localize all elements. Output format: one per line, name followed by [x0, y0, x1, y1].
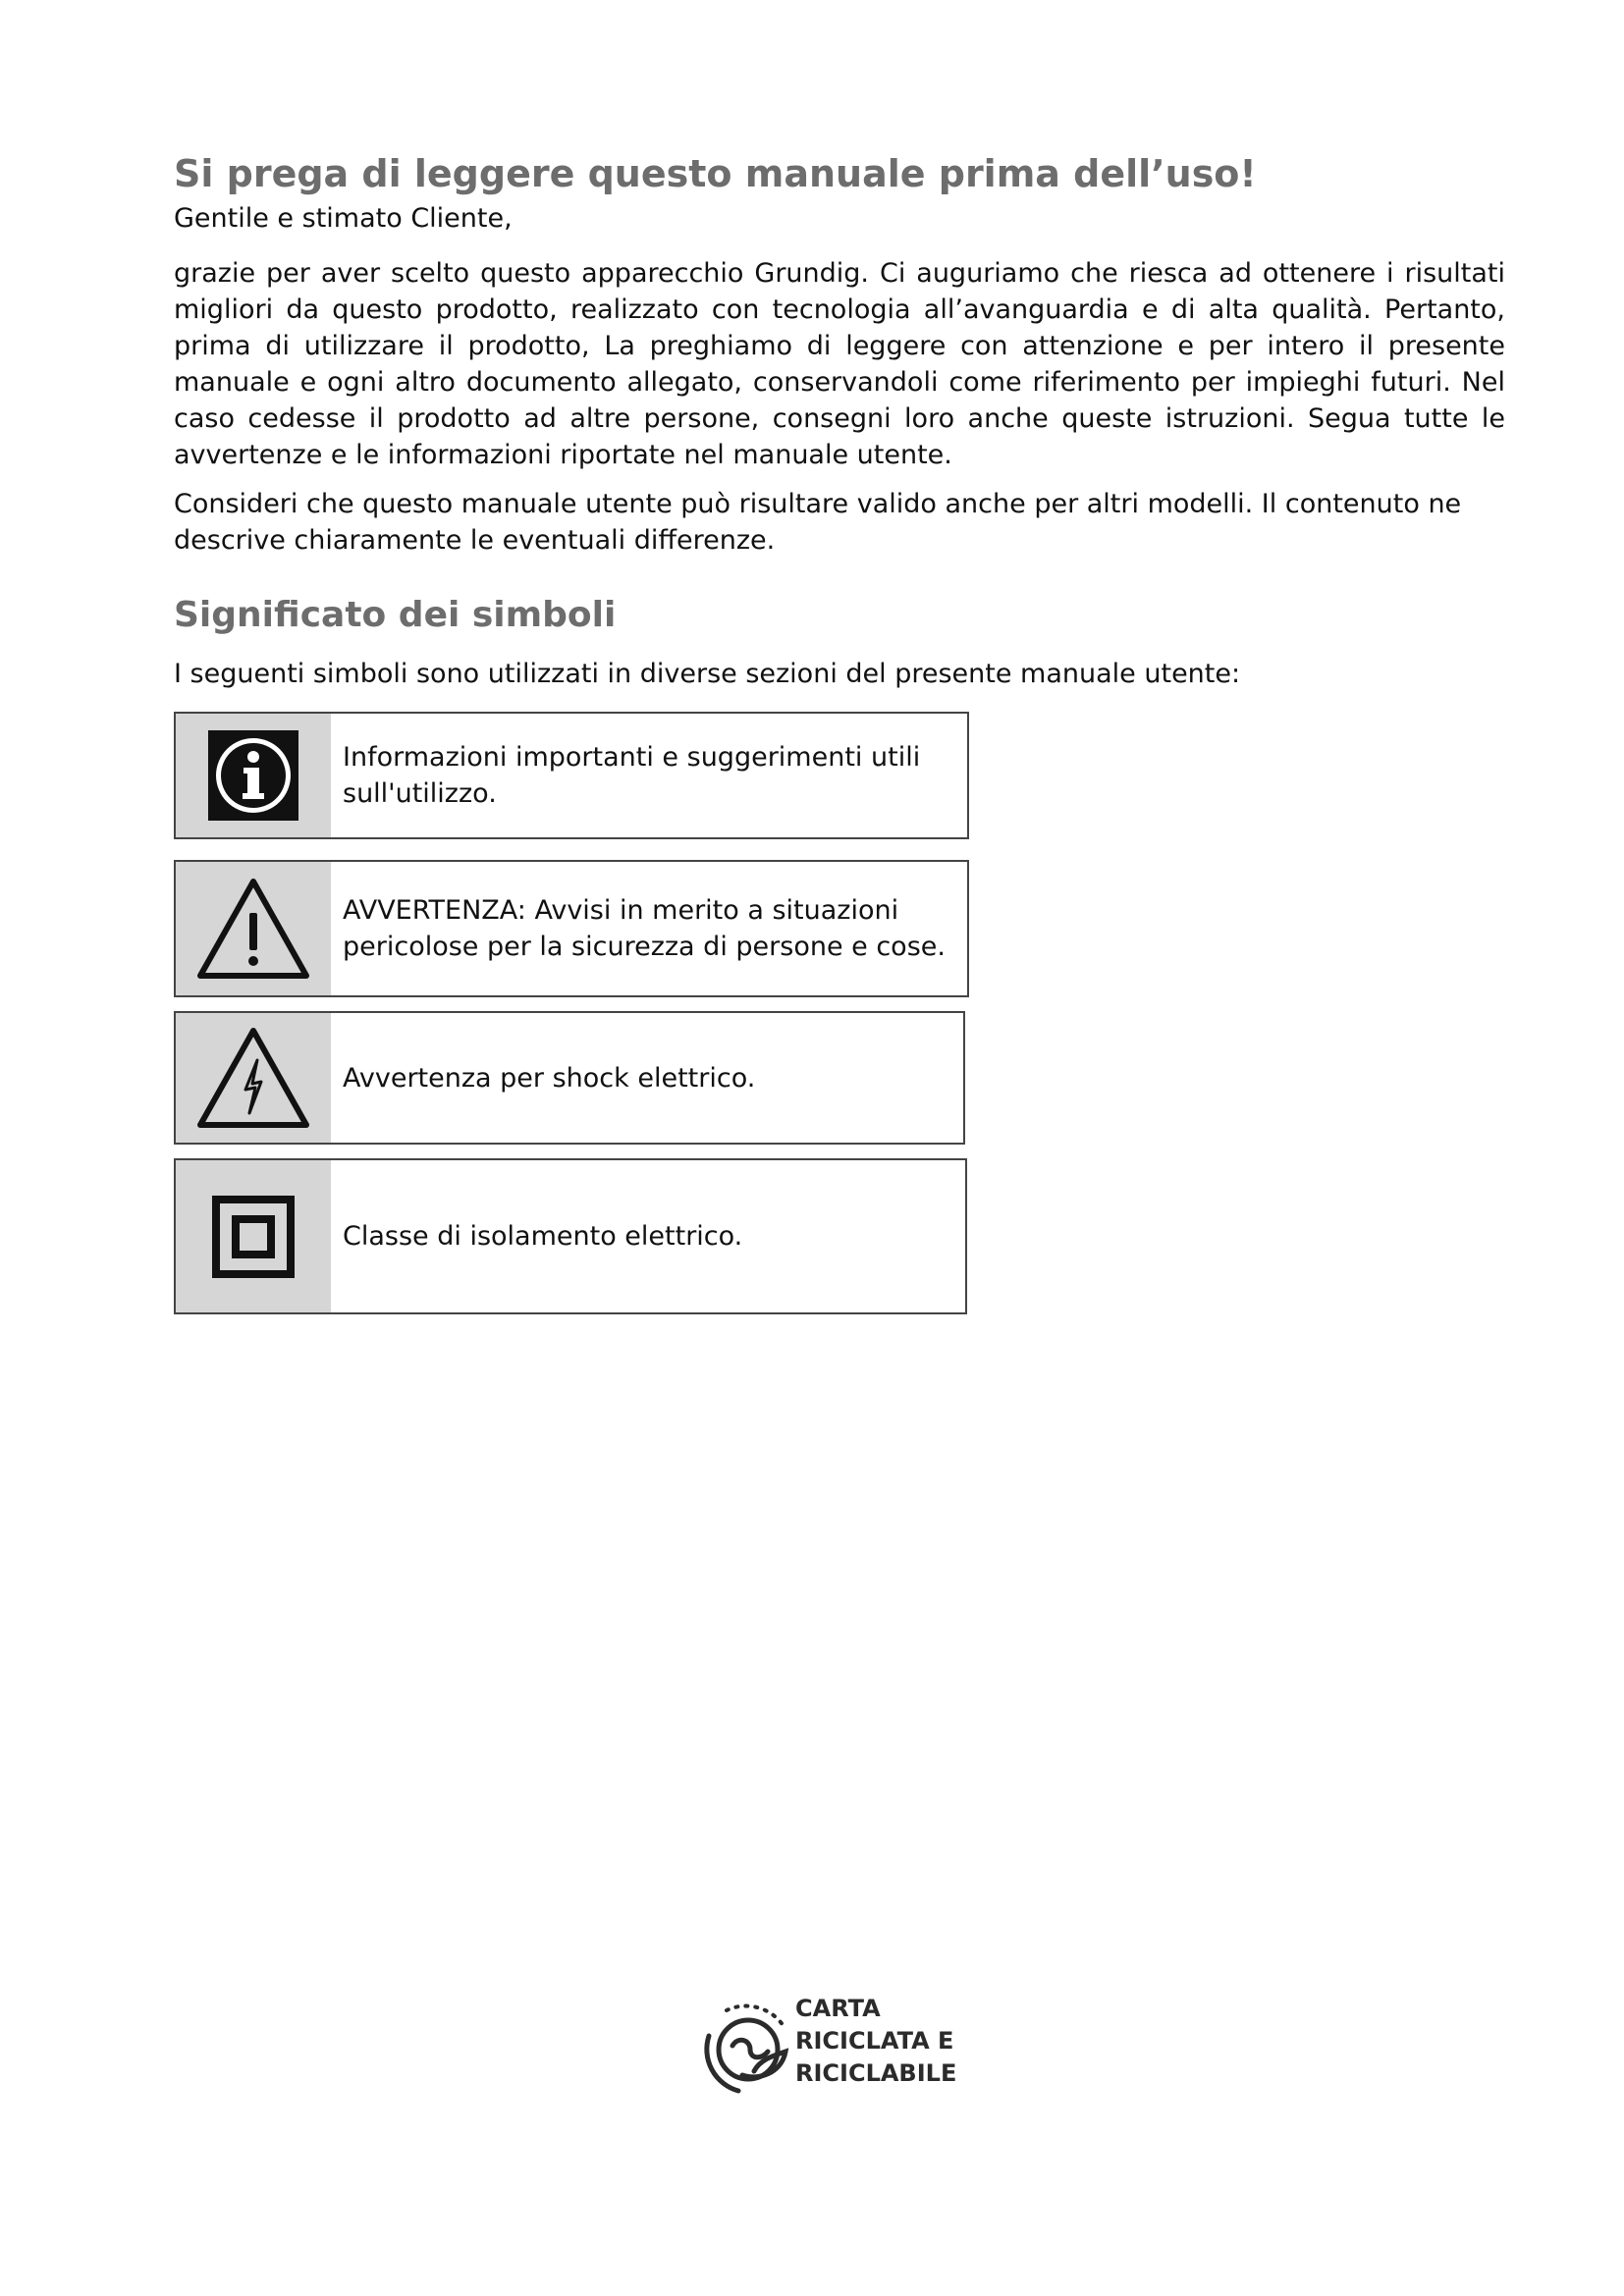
intro-section	[174, 147, 1505, 559]
symbols-section-title: Significato dei simboli	[174, 595, 617, 635]
recycled-paper-logo	[687, 1991, 805, 2109]
insulation-class-icon	[212, 1196, 295, 1278]
recycle-label-line: RICICLATA E	[795, 2027, 954, 2055]
symbols-section-intro: I seguenti simboli sono utilizzati in diverse sezioni del presente manuale utente:	[174, 659, 1241, 689]
symbol-row-electric-shock	[174, 1011, 965, 1145]
symbol-description: AVVERTENZA: Avvisi in merito a situazioni pericolose per la sicurezza di persone e cose.	[343, 895, 946, 962]
symbol-description: Classe di isolamento elettrico.	[343, 1221, 743, 1252]
symbol-row-warning	[174, 860, 969, 997]
symbol-icon-cell	[176, 1160, 331, 1312]
page-title: Si prega di leggere questo manuale prima dell’uso!	[174, 152, 1257, 195]
symbol-icon-cell	[176, 862, 331, 995]
symbol-icon-cell	[176, 714, 331, 837]
recycle-label-line: RICICLABILE	[795, 2059, 957, 2087]
info-icon	[208, 730, 298, 821]
intro-paragraph: grazie per aver scelto questo apparecchio Grundig. Ci auguriamo che riesca ad ottenere i risultati migliori da questo prodotto, realizzato con tecnologia all’avanguardia e di alta qualità. Pertanto, prima di utilizzare il prodotto, La preghiamo di leggere con attenzione e per intero il presente manuale e ogni altro documento allegato, conservandoli come riferimento per impieghi futuri. Nel caso cedesse il prodotto ad altre persone, consegni loro anche queste istruzioni. Segua tutte le avvertenze e le informazioni riportate nel manuale utente.	[174, 258, 1505, 470]
recycle-label-line: CARTA	[795, 1995, 881, 2022]
symbol-row-insulation-class	[174, 1158, 967, 1314]
models-note-paragraph: Consideri che questo manuale utente può risultare valido anche per altri modelli. Il contenuto ne descrive chiaramente le eventuali differenze.	[174, 489, 1462, 556]
warning-icon	[196, 878, 310, 980]
symbol-description: Informazioni importanti e suggerimenti utili sull'utilizzo.	[343, 742, 921, 809]
symbol-description: Avvertenza per shock elettrico.	[343, 1062, 756, 1094]
electric-shock-icon	[196, 1027, 310, 1129]
recycled-paper-label	[795, 1993, 956, 2090]
symbol-row-info	[174, 712, 969, 839]
symbol-icon-cell	[176, 1013, 331, 1143]
greeting: Gentile e stimato Cliente,	[174, 203, 513, 234]
